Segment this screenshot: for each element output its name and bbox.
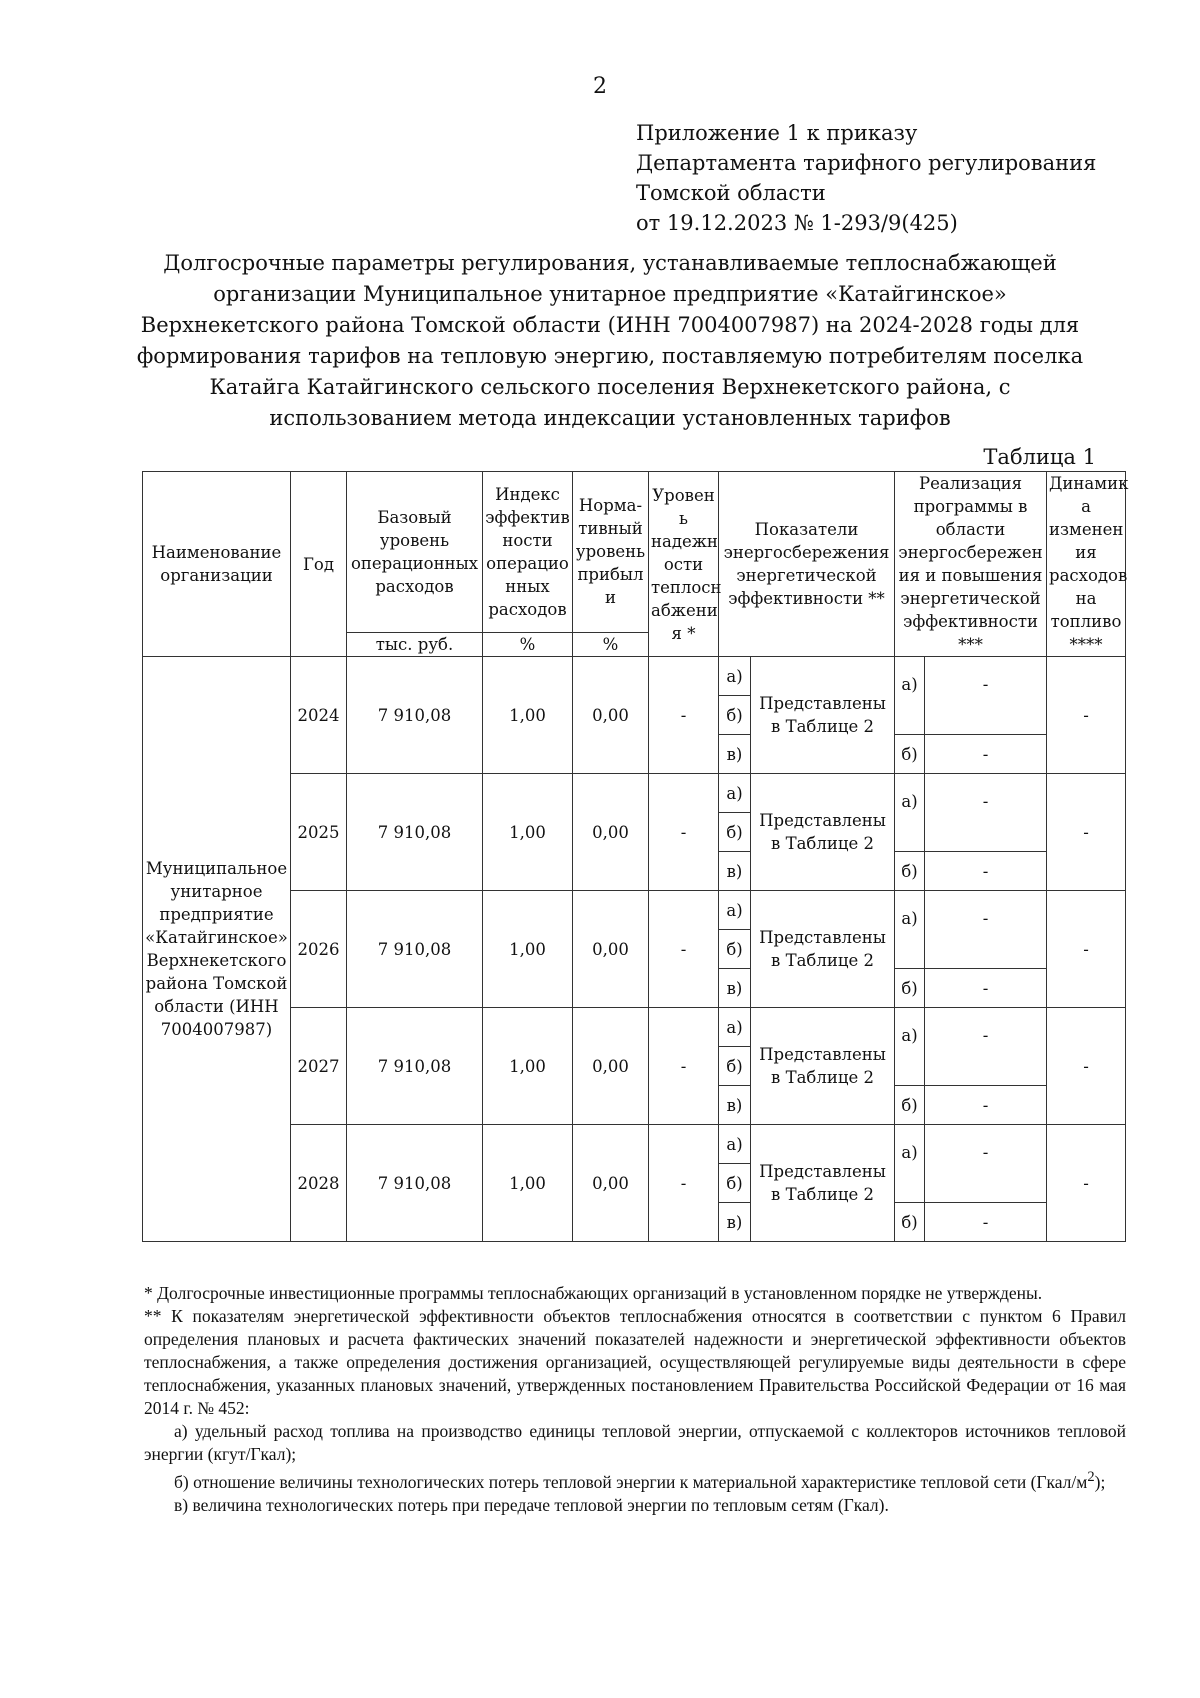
unit-profit: % bbox=[573, 632, 649, 656]
footnote-a: а) удельный расход топлива на производство единицы тепловой энергии, отпускаемой с коллекторов источников тепловой энергии (кгут/Гкал); bbox=[144, 1421, 1126, 1464]
title-line: использованием метода индексации установленных тарифов bbox=[269, 406, 951, 430]
energy-marker-a: а) bbox=[719, 1125, 751, 1164]
base-cost-cell: 7 910,08 bbox=[347, 774, 483, 891]
unit-base: тыс. руб. bbox=[347, 632, 483, 656]
energy-text-cell: Представлены в Таблице 2 bbox=[751, 891, 895, 1008]
profit-cell: 0,00 bbox=[573, 774, 649, 891]
program-marker-a: а) bbox=[895, 774, 925, 852]
program-value-b: - bbox=[925, 852, 1047, 891]
energy-marker-v: в) bbox=[719, 1203, 751, 1242]
year-cell: 2027 bbox=[291, 1008, 347, 1125]
energy-marker-a: а) bbox=[719, 1008, 751, 1047]
header-dynamics: Динамик а изменен ия расходов на топливо **** bbox=[1047, 472, 1126, 657]
energy-marker-v: в) bbox=[719, 969, 751, 1008]
energy-marker-b: б) bbox=[719, 1164, 751, 1203]
energy-text-cell: Представлены в Таблице 2 bbox=[751, 657, 895, 774]
appendix-line: Томской области bbox=[636, 181, 826, 205]
index-cell: 1,00 bbox=[483, 1008, 573, 1125]
dynamics-cell: - bbox=[1047, 657, 1126, 774]
footnote-b-sup: 2 bbox=[1087, 1469, 1095, 1485]
unit-index: % bbox=[483, 632, 573, 656]
table-label: Таблица 1 bbox=[983, 445, 1096, 469]
energy-marker-a: а) bbox=[719, 774, 751, 813]
program-marker-a: а) bbox=[895, 891, 925, 969]
appendix-line: от 19.12.2023 № 1-293/9(425) bbox=[636, 211, 958, 235]
energy-marker-a: а) bbox=[719, 657, 751, 696]
title-line: Долгосрочные параметры регулирования, устанавливаемые теплоснабжающей bbox=[163, 251, 1057, 275]
footnote-v: в) величина технологических потерь при передаче тепловой энергии по тепловым сетям (Гкал). bbox=[174, 1494, 889, 1515]
header-base: Базовый уровень операционных расходов bbox=[347, 472, 483, 633]
header-index: Индекс эффектив ности операцио нных расходов bbox=[483, 472, 573, 633]
appendix-block bbox=[636, 118, 1096, 238]
reliability-cell: - bbox=[649, 1125, 719, 1242]
energy-text-cell: Представлены в Таблице 2 bbox=[751, 1125, 895, 1242]
program-marker-a: а) bbox=[895, 657, 925, 735]
org-name-cell: Муниципальное унитарное предприятие «Катайгинское» Верхнекетского района Томской области (ИНН 7004007987) bbox=[143, 657, 291, 1242]
energy-marker-b: б) bbox=[719, 930, 751, 969]
dynamics-cell: - bbox=[1047, 1008, 1126, 1125]
footnote-b-text: б) отношение величины технологических потерь тепловой энергии к материальной характеристике тепловой сети (Гкал/м bbox=[174, 1471, 1088, 1492]
program-value-a: - bbox=[925, 657, 1047, 735]
energy-marker-b: б) bbox=[719, 813, 751, 852]
program-value-b: - bbox=[925, 735, 1047, 774]
energy-marker-v: в) bbox=[719, 852, 751, 891]
header-program: Реализация программы в области энергосбережен ия и повышения энергетической эффективности *** bbox=[895, 472, 1047, 657]
footnotes bbox=[144, 1282, 1126, 1517]
header-profit: Норма-тивный уровень прибыл и bbox=[573, 472, 649, 633]
year-cell: 2028 bbox=[291, 1125, 347, 1242]
program-marker-a: а) bbox=[895, 1125, 925, 1203]
base-cost-cell: 7 910,08 bbox=[347, 657, 483, 774]
reliability-cell: - bbox=[649, 1008, 719, 1125]
title-line: Катайга Катайгинского сельского поселения Верхнекетского района, с bbox=[209, 375, 1011, 399]
title-line: формирования тарифов на тепловую энергию, поставляемую потребителям поселка bbox=[136, 344, 1084, 368]
program-value-a: - bbox=[925, 891, 1047, 969]
energy-text-cell: Представлены в Таблице 2 bbox=[751, 1008, 895, 1125]
appendix-line: Департамента тарифного регулирования bbox=[636, 151, 1097, 175]
base-cost-cell: 7 910,08 bbox=[347, 1125, 483, 1242]
profit-cell: 0,00 bbox=[573, 657, 649, 774]
header-year: Год bbox=[291, 472, 347, 657]
profit-cell: 0,00 bbox=[573, 891, 649, 1008]
footnote-b-end: ); bbox=[1094, 1471, 1106, 1492]
program-value-a: - bbox=[925, 774, 1047, 852]
dynamics-cell: - bbox=[1047, 891, 1126, 1008]
program-value-b: - bbox=[925, 969, 1047, 1008]
program-value-a: - bbox=[925, 1125, 1047, 1203]
program-marker-b: б) bbox=[895, 1203, 925, 1242]
energy-marker-a: а) bbox=[719, 891, 751, 930]
index-cell: 1,00 bbox=[483, 1125, 573, 1242]
index-cell: 1,00 bbox=[483, 657, 573, 774]
dynamics-cell: - bbox=[1047, 774, 1126, 891]
program-marker-b: б) bbox=[895, 852, 925, 891]
base-cost-cell: 7 910,08 bbox=[347, 1008, 483, 1125]
program-value-a: - bbox=[925, 1008, 1047, 1086]
header-org: Наименование организации bbox=[143, 472, 291, 657]
footnote-b bbox=[144, 1466, 1126, 1494]
program-value-b: - bbox=[925, 1086, 1047, 1125]
header-energy: Показатели энергосбережения энергетической эффективности ** bbox=[719, 472, 895, 657]
program-marker-a: а) bbox=[895, 1008, 925, 1086]
reliability-cell: - bbox=[649, 657, 719, 774]
reliability-cell: - bbox=[649, 891, 719, 1008]
profit-cell: 0,00 bbox=[573, 1125, 649, 1242]
appendix-line: Приложение 1 к приказу bbox=[636, 121, 918, 145]
program-marker-b: б) bbox=[895, 1086, 925, 1125]
document-title bbox=[130, 248, 1090, 434]
energy-marker-b: б) bbox=[719, 696, 751, 735]
year-cell: 2025 bbox=[291, 774, 347, 891]
program-marker-b: б) bbox=[895, 735, 925, 774]
footnote-1: * Долгосрочные инвестиционные программы теплоснабжающих организаций в установленном порядке не утверждены. bbox=[144, 1283, 1043, 1303]
year-cell: 2024 bbox=[291, 657, 347, 774]
energy-marker-b: б) bbox=[719, 1047, 751, 1086]
title-line: организации Муниципальное унитарное предприятие «Катайгинское» bbox=[213, 282, 1007, 306]
profit-cell: 0,00 bbox=[573, 1008, 649, 1125]
index-cell: 1,00 bbox=[483, 891, 573, 1008]
header-reliability: Уровен ь надежн ости теплосн абжени я * bbox=[649, 472, 719, 657]
index-cell: 1,00 bbox=[483, 774, 573, 891]
program-value-b: - bbox=[925, 1203, 1047, 1242]
reliability-cell: - bbox=[649, 774, 719, 891]
program-marker-b: б) bbox=[895, 969, 925, 1008]
dynamics-cell: - bbox=[1047, 1125, 1126, 1242]
energy-marker-v: в) bbox=[719, 1086, 751, 1125]
page-number: 2 bbox=[593, 74, 607, 99]
year-cell: 2026 bbox=[291, 891, 347, 1008]
parameters-table bbox=[142, 471, 1129, 1242]
footnote-2: ** К показателям энергетической эффективности объектов теплоснабжения относятся в соответствии с пунктом 6 Правил определения плановых и расчета фактических значений показателей надежности и энергетической эффективности объектов теплоснабжения, а также определения достижения организацией, осуществляющей регулируемые виды деятельности в сфере теплоснабжения, указанных плановых значений, утвержденных постановлением Правительства Российской Федерации от 16 мая 2014 г. № 452: bbox=[144, 1306, 1126, 1418]
energy-text-cell: Представлены в Таблице 2 bbox=[751, 774, 895, 891]
title-line: Верхнекетского района Томской области (ИНН 7004007987) на 2024-2028 годы для bbox=[140, 313, 1080, 337]
energy-marker-v: в) bbox=[719, 735, 751, 774]
base-cost-cell: 7 910,08 bbox=[347, 891, 483, 1008]
